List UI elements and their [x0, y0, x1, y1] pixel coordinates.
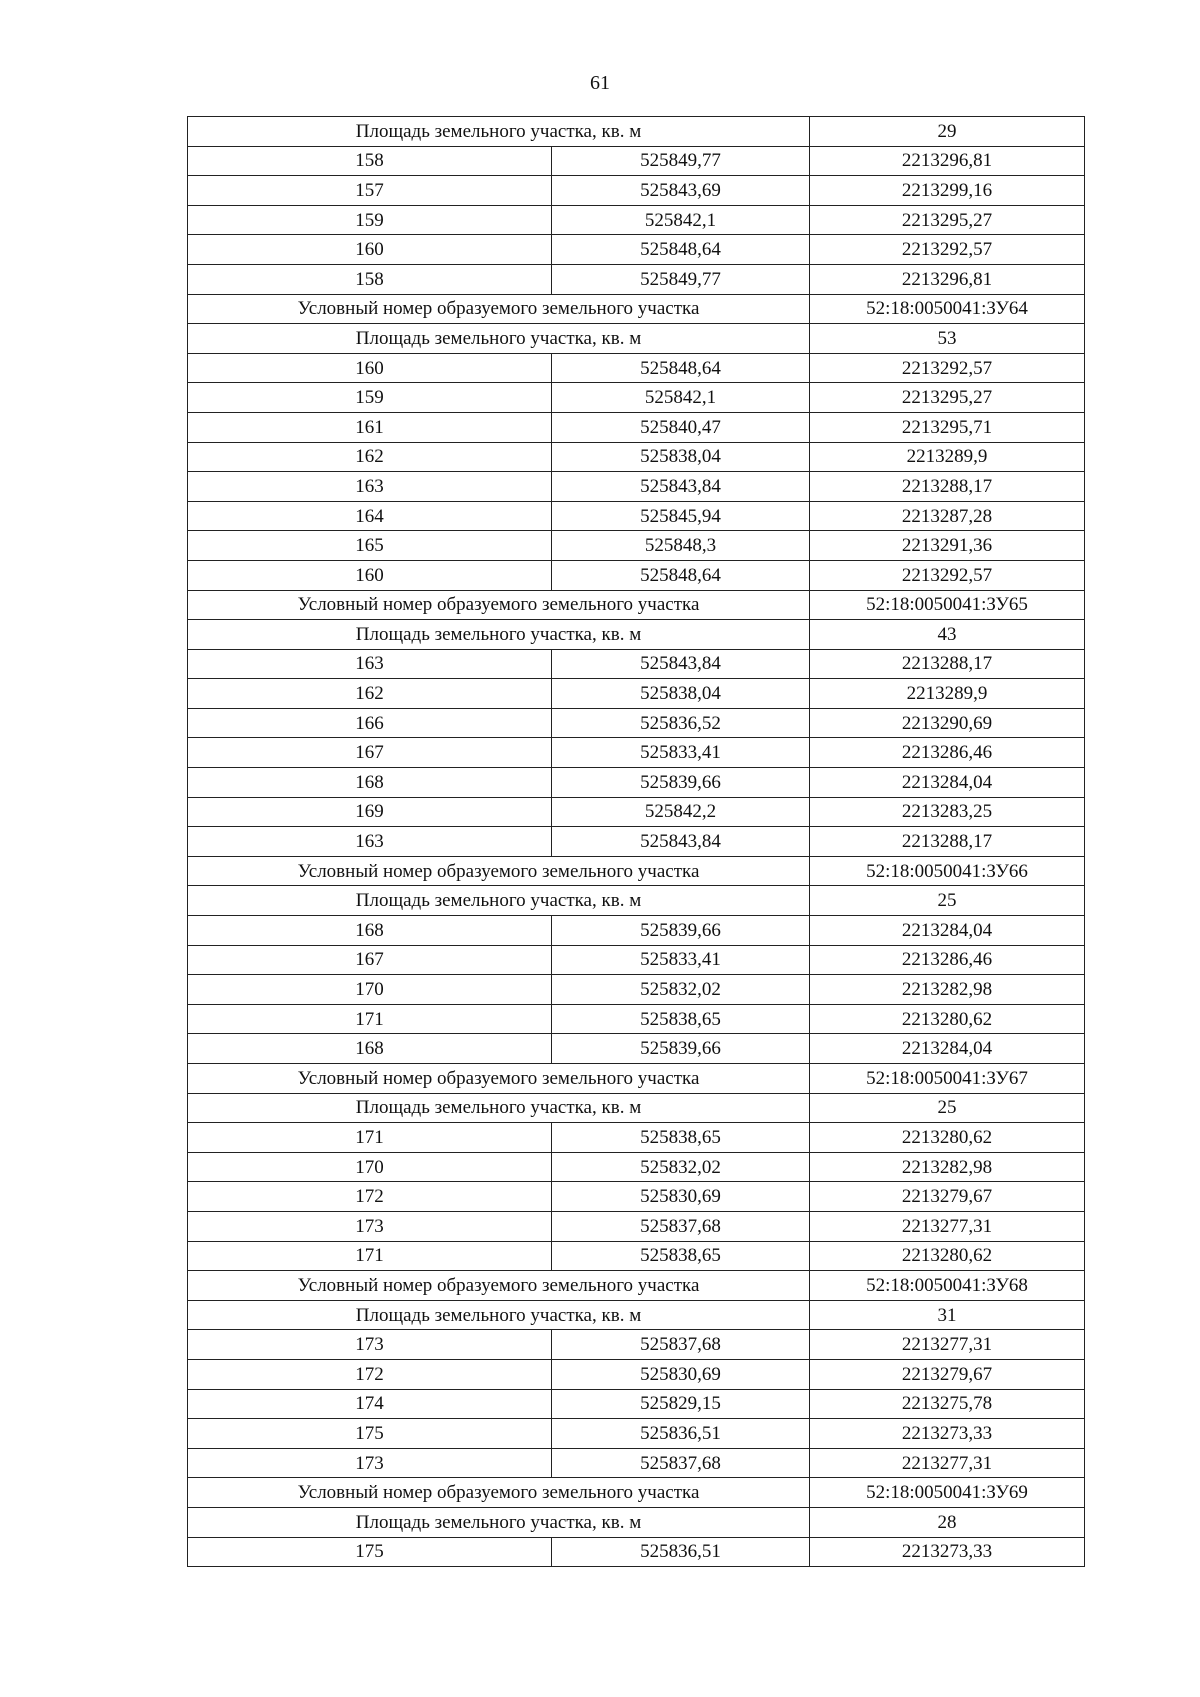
area-label: Площадь земельного участка, кв. м — [188, 117, 810, 147]
point-number-cell: 167 — [188, 738, 552, 768]
coordinate-row — [188, 1123, 1085, 1153]
area-label: Площадь земельного участка, кв. м — [188, 886, 810, 916]
coordinate-row — [188, 412, 1085, 442]
cadastral-number-value: 52:18:0050041:ЗУ64 — [810, 294, 1085, 324]
point-number-cell: 172 — [188, 1182, 552, 1212]
area-row — [188, 886, 1085, 916]
point-number-cell: 173 — [188, 1211, 552, 1241]
y-coordinate-cell: 2213279,67 — [810, 1182, 1085, 1212]
point-number-cell: 162 — [188, 679, 552, 709]
point-number-cell: 168 — [188, 768, 552, 798]
cadastral-number-row — [188, 294, 1085, 324]
y-coordinate-cell: 2213277,31 — [810, 1448, 1085, 1478]
area-label: Площадь земельного участка, кв. м — [188, 1093, 810, 1123]
coordinate-row — [188, 176, 1085, 206]
x-coordinate-cell: 525838,65 — [552, 1241, 810, 1271]
cadastral-number-value: 52:18:0050041:ЗУ66 — [810, 856, 1085, 886]
point-number-cell: 173 — [188, 1448, 552, 1478]
coordinate-row — [188, 945, 1085, 975]
page-number: 61 — [590, 72, 610, 94]
cadastral-number-label: Условный номер образуемого земельного участка — [188, 1271, 810, 1301]
y-coordinate-cell: 2213288,17 — [810, 472, 1085, 502]
y-coordinate-cell: 2213273,33 — [810, 1419, 1085, 1449]
coordinate-row — [188, 1389, 1085, 1419]
x-coordinate-cell: 525843,84 — [552, 827, 810, 857]
cadastral-number-row — [188, 1271, 1085, 1301]
coordinate-row — [188, 1448, 1085, 1478]
point-number-cell: 160 — [188, 560, 552, 590]
point-number-cell: 157 — [188, 176, 552, 206]
point-number-cell: 166 — [188, 708, 552, 738]
y-coordinate-cell: 2213295,71 — [810, 412, 1085, 442]
cadastral-number-value: 52:18:0050041:ЗУ68 — [810, 1271, 1085, 1301]
point-number-cell: 175 — [188, 1419, 552, 1449]
point-number-cell: 173 — [188, 1330, 552, 1360]
point-number-cell: 171 — [188, 1241, 552, 1271]
coordinates-table — [187, 116, 1085, 1567]
x-coordinate-cell: 525839,66 — [552, 768, 810, 798]
y-coordinate-cell: 2213290,69 — [810, 708, 1085, 738]
area-row — [188, 324, 1085, 354]
x-coordinate-cell: 525843,84 — [552, 649, 810, 679]
y-coordinate-cell: 2213284,04 — [810, 916, 1085, 946]
point-number-cell: 161 — [188, 412, 552, 442]
x-coordinate-cell: 525830,69 — [552, 1182, 810, 1212]
point-number-cell: 158 — [188, 146, 552, 176]
y-coordinate-cell: 2213273,33 — [810, 1537, 1085, 1567]
coordinate-row — [188, 975, 1085, 1005]
x-coordinate-cell: 525842,2 — [552, 797, 810, 827]
coordinate-row — [188, 1359, 1085, 1389]
coordinate-row — [188, 353, 1085, 383]
y-coordinate-cell: 2213296,81 — [810, 264, 1085, 294]
x-coordinate-cell: 525838,04 — [552, 442, 810, 472]
x-coordinate-cell: 525843,84 — [552, 472, 810, 502]
y-coordinate-cell: 2213282,98 — [810, 1152, 1085, 1182]
x-coordinate-cell: 525840,47 — [552, 412, 810, 442]
x-coordinate-cell: 525842,1 — [552, 205, 810, 235]
coordinate-row — [188, 146, 1085, 176]
coordinate-row — [188, 264, 1085, 294]
y-coordinate-cell: 2213291,36 — [810, 531, 1085, 561]
x-coordinate-cell: 525833,41 — [552, 945, 810, 975]
x-coordinate-cell: 525839,66 — [552, 916, 810, 946]
point-number-cell: 170 — [188, 975, 552, 1005]
coordinate-row — [188, 1241, 1085, 1271]
coordinate-row — [188, 531, 1085, 561]
coordinate-row — [188, 1537, 1085, 1567]
coordinate-row — [188, 1152, 1085, 1182]
area-label: Площадь земельного участка, кв. м — [188, 1300, 810, 1330]
x-coordinate-cell: 525849,77 — [552, 146, 810, 176]
cadastral-number-row — [188, 590, 1085, 620]
point-number-cell: 159 — [188, 205, 552, 235]
area-row — [188, 620, 1085, 650]
cadastral-number-label: Условный номер образуемого земельного участка — [188, 590, 810, 620]
y-coordinate-cell: 2213286,46 — [810, 945, 1085, 975]
y-coordinate-cell: 2213295,27 — [810, 383, 1085, 413]
point-number-cell: 168 — [188, 1034, 552, 1064]
coordinate-row — [188, 738, 1085, 768]
cadastral-number-row — [188, 1064, 1085, 1094]
y-coordinate-cell: 2213292,57 — [810, 235, 1085, 265]
x-coordinate-cell: 525838,65 — [552, 1123, 810, 1153]
coordinate-row — [188, 679, 1085, 709]
x-coordinate-cell: 525836,51 — [552, 1419, 810, 1449]
cadastral-number-value: 52:18:0050041:ЗУ67 — [810, 1064, 1085, 1094]
y-coordinate-cell: 2213288,17 — [810, 649, 1085, 679]
x-coordinate-cell: 525848,3 — [552, 531, 810, 561]
x-coordinate-cell: 525836,51 — [552, 1537, 810, 1567]
y-coordinate-cell: 2213287,28 — [810, 501, 1085, 531]
point-number-cell: 160 — [188, 235, 552, 265]
point-number-cell: 170 — [188, 1152, 552, 1182]
area-value: 28 — [810, 1507, 1085, 1537]
cadastral-number-label: Условный номер образуемого земельного участка — [188, 294, 810, 324]
coordinate-row — [188, 708, 1085, 738]
area-value: 25 — [810, 1093, 1085, 1123]
x-coordinate-cell: 525836,52 — [552, 708, 810, 738]
x-coordinate-cell: 525848,64 — [552, 353, 810, 383]
cadastral-number-value: 52:18:0050041:ЗУ65 — [810, 590, 1085, 620]
x-coordinate-cell: 525837,68 — [552, 1211, 810, 1241]
y-coordinate-cell: 2213277,31 — [810, 1330, 1085, 1360]
y-coordinate-cell: 2213282,98 — [810, 975, 1085, 1005]
coordinate-row — [188, 649, 1085, 679]
y-coordinate-cell: 2213292,57 — [810, 560, 1085, 590]
coordinate-row — [188, 501, 1085, 531]
area-value: 31 — [810, 1300, 1085, 1330]
x-coordinate-cell: 525848,64 — [552, 560, 810, 590]
point-number-cell: 165 — [188, 531, 552, 561]
cadastral-number-row — [188, 1478, 1085, 1508]
y-coordinate-cell: 2213289,9 — [810, 679, 1085, 709]
cadastral-number-label: Условный номер образуемого земельного участка — [188, 1478, 810, 1508]
x-coordinate-cell: 525842,1 — [552, 383, 810, 413]
point-number-cell: 171 — [188, 1004, 552, 1034]
coordinate-row — [188, 472, 1085, 502]
x-coordinate-cell: 525849,77 — [552, 264, 810, 294]
y-coordinate-cell: 2213277,31 — [810, 1211, 1085, 1241]
cadastral-number-value: 52:18:0050041:ЗУ69 — [810, 1478, 1085, 1508]
coordinate-row — [188, 827, 1085, 857]
point-number-cell: 163 — [188, 649, 552, 679]
point-number-cell: 174 — [188, 1389, 552, 1419]
coordinate-row — [188, 1182, 1085, 1212]
x-coordinate-cell: 525838,65 — [552, 1004, 810, 1034]
coordinate-row — [188, 1004, 1085, 1034]
area-row — [188, 117, 1085, 147]
x-coordinate-cell: 525845,94 — [552, 501, 810, 531]
y-coordinate-cell: 2213299,16 — [810, 176, 1085, 206]
y-coordinate-cell: 2213283,25 — [810, 797, 1085, 827]
point-number-cell: 167 — [188, 945, 552, 975]
point-number-cell: 159 — [188, 383, 552, 413]
x-coordinate-cell: 525832,02 — [552, 1152, 810, 1182]
coordinate-row — [188, 768, 1085, 798]
point-number-cell: 158 — [188, 264, 552, 294]
coordinate-row — [188, 1211, 1085, 1241]
coordinate-row — [188, 1419, 1085, 1449]
point-number-cell: 163 — [188, 827, 552, 857]
coordinate-row — [188, 560, 1085, 590]
point-number-cell: 168 — [188, 916, 552, 946]
area-row — [188, 1093, 1085, 1123]
point-number-cell: 175 — [188, 1537, 552, 1567]
area-value: 29 — [810, 117, 1085, 147]
x-coordinate-cell: 525832,02 — [552, 975, 810, 1005]
x-coordinate-cell: 525848,64 — [552, 235, 810, 265]
area-label: Площадь земельного участка, кв. м — [188, 324, 810, 354]
area-label: Площадь земельного участка, кв. м — [188, 620, 810, 650]
y-coordinate-cell: 2213296,81 — [810, 146, 1085, 176]
cadastral-number-label: Условный номер образуемого земельного участка — [188, 856, 810, 886]
area-value: 53 — [810, 324, 1085, 354]
y-coordinate-cell: 2213288,17 — [810, 827, 1085, 857]
point-number-cell: 169 — [188, 797, 552, 827]
point-number-cell: 160 — [188, 353, 552, 383]
area-row — [188, 1300, 1085, 1330]
y-coordinate-cell: 2213286,46 — [810, 738, 1085, 768]
coordinate-row — [188, 797, 1085, 827]
y-coordinate-cell: 2213275,78 — [810, 1389, 1085, 1419]
area-row — [188, 1507, 1085, 1537]
cadastral-number-row — [188, 856, 1085, 886]
y-coordinate-cell: 2213280,62 — [810, 1123, 1085, 1153]
y-coordinate-cell: 2213292,57 — [810, 353, 1085, 383]
point-number-cell: 164 — [188, 501, 552, 531]
y-coordinate-cell: 2213295,27 — [810, 205, 1085, 235]
coordinate-row — [188, 442, 1085, 472]
area-value: 43 — [810, 620, 1085, 650]
y-coordinate-cell: 2213284,04 — [810, 1034, 1085, 1064]
y-coordinate-cell: 2213280,62 — [810, 1004, 1085, 1034]
area-label: Площадь земельного участка, кв. м — [188, 1507, 810, 1537]
coordinate-row — [188, 383, 1085, 413]
y-coordinate-cell: 2213289,9 — [810, 442, 1085, 472]
coordinate-row — [188, 205, 1085, 235]
point-number-cell: 162 — [188, 442, 552, 472]
x-coordinate-cell: 525830,69 — [552, 1359, 810, 1389]
coordinates-table-body — [188, 117, 1085, 1567]
point-number-cell: 172 — [188, 1359, 552, 1389]
x-coordinate-cell: 525839,66 — [552, 1034, 810, 1064]
x-coordinate-cell: 525843,69 — [552, 176, 810, 206]
coordinate-row — [188, 1330, 1085, 1360]
cadastral-number-label: Условный номер образуемого земельного участка — [188, 1064, 810, 1094]
x-coordinate-cell: 525837,68 — [552, 1448, 810, 1478]
point-number-cell: 171 — [188, 1123, 552, 1153]
coordinate-row — [188, 235, 1085, 265]
y-coordinate-cell: 2213284,04 — [810, 768, 1085, 798]
y-coordinate-cell: 2213280,62 — [810, 1241, 1085, 1271]
x-coordinate-cell: 525833,41 — [552, 738, 810, 768]
x-coordinate-cell: 525838,04 — [552, 679, 810, 709]
coordinate-row — [188, 1034, 1085, 1064]
x-coordinate-cell: 525837,68 — [552, 1330, 810, 1360]
coordinate-row — [188, 916, 1085, 946]
x-coordinate-cell: 525829,15 — [552, 1389, 810, 1419]
area-value: 25 — [810, 886, 1085, 916]
y-coordinate-cell: 2213279,67 — [810, 1359, 1085, 1389]
point-number-cell: 163 — [188, 472, 552, 502]
